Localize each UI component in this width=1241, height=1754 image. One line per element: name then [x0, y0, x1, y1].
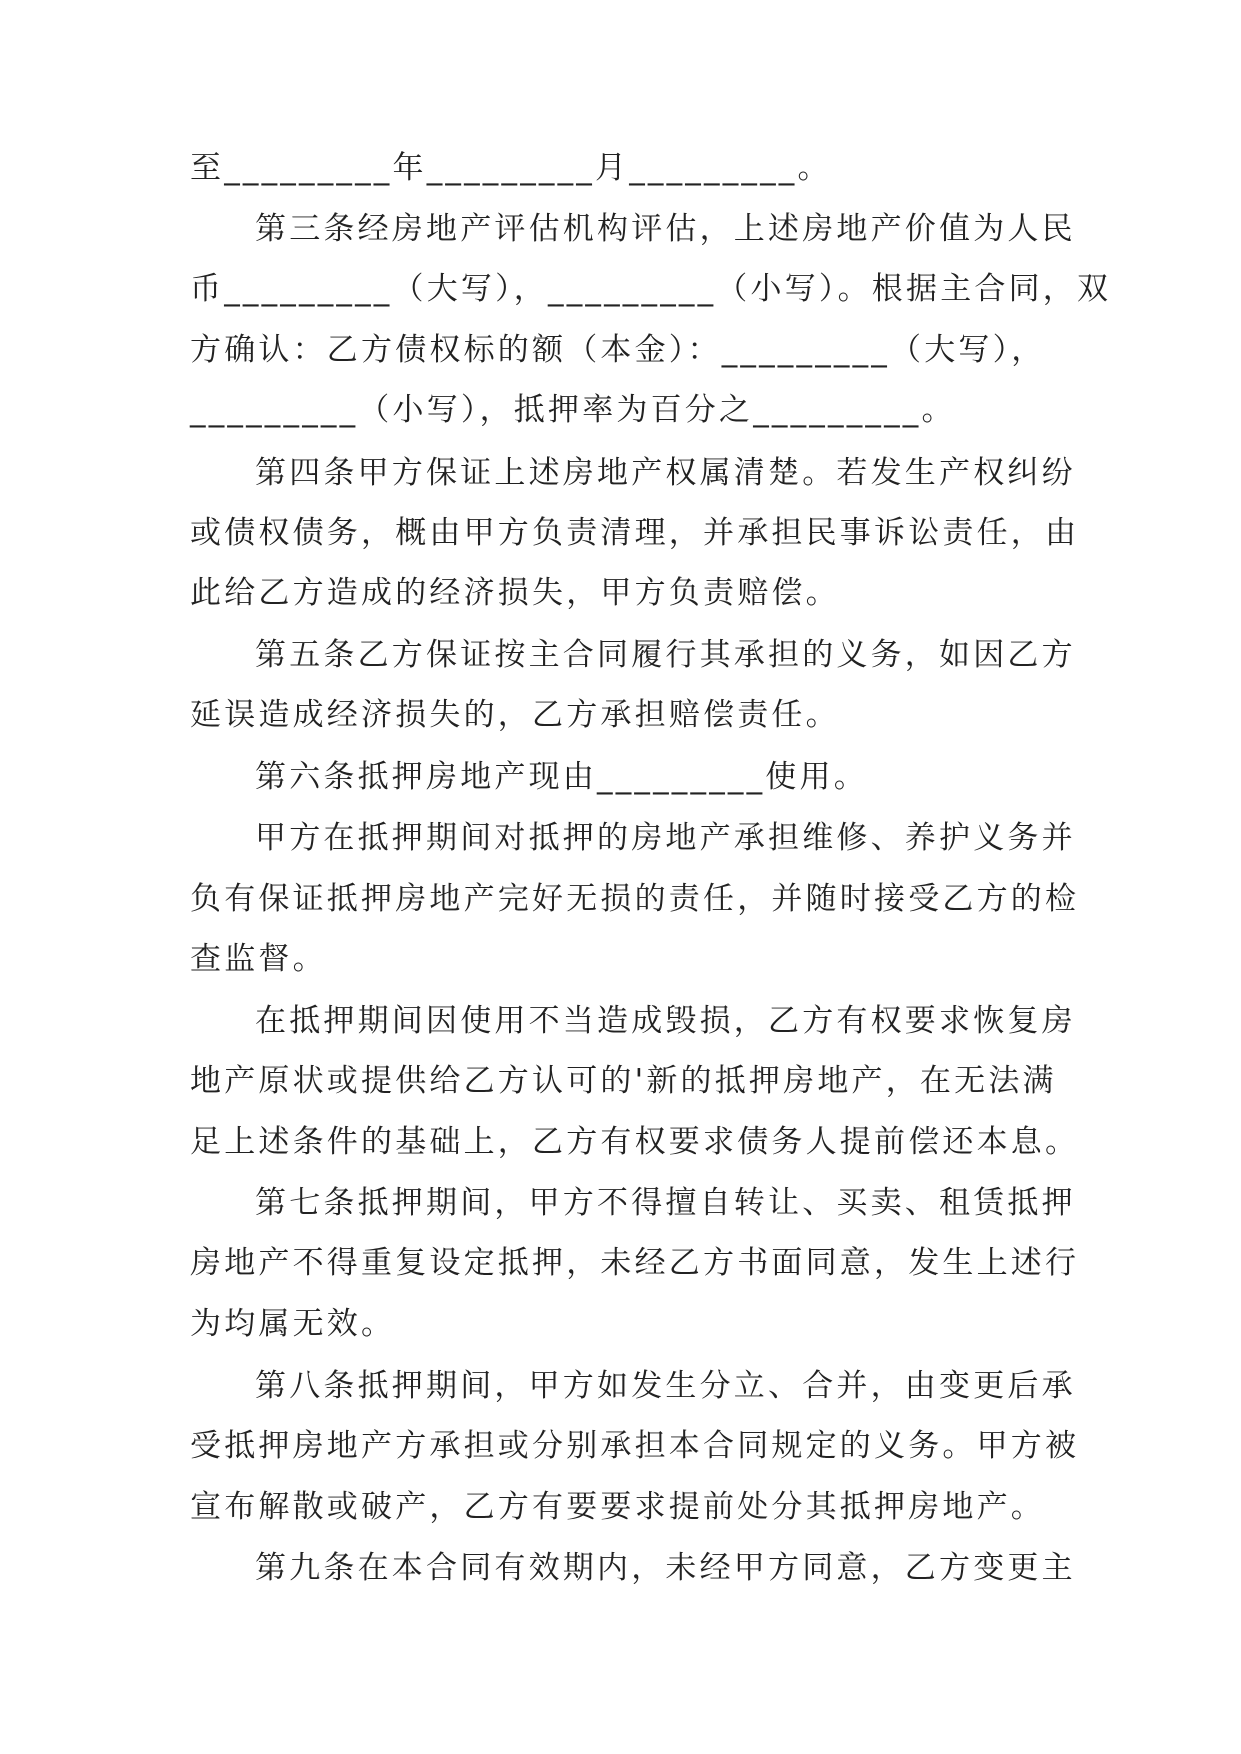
text-line: 为均属无效。 — [190, 1306, 396, 1342]
text-line: 宣布解散或破产，乙方有要要求提前处分其抵押房地产。 — [190, 1489, 1045, 1525]
text-line: 第八条抵押期间，甲方如发生分立、合并，由变更后承 — [255, 1368, 1076, 1404]
text-line: 第六条抵押房地产现由_________使用。 — [255, 759, 868, 795]
text-line: 方确认：乙方债权标的额（本金）：_________（大写）， — [190, 332, 1046, 368]
text-line: 币_________（大写），_________（小写）。根据主合同，双 — [190, 271, 1112, 307]
text-line: 足上述条件的基础上，乙方有权要求债务人提前偿还本息。 — [190, 1124, 1080, 1160]
text-line: 第五条乙方保证按主合同履行其承担的义务，如因乙方 — [255, 637, 1076, 673]
text-line: 甲方在抵押期间对抵押的房地产承担维修、养护义务并 — [255, 820, 1076, 856]
text-line: 地产原状或提供给乙方认可的'新的抵押房地产，在无法满 — [190, 1063, 1057, 1099]
text-line: 第七条抵押期间，甲方不得擅自转让、买卖、租赁抵押 — [255, 1185, 1076, 1221]
text-line: 第三条经房地产评估机构评估，上述房地产价值为人民 — [255, 211, 1076, 247]
text-line: 或债权债务，概由甲方负责清理，并承担民事诉讼责任，由 — [190, 515, 1080, 551]
text-line: 房地产不得重复设定抵押，未经乙方书面同意，发生上述行 — [190, 1245, 1080, 1281]
text-line: 此给乙方造成的经济损失，甲方负责赔偿。 — [190, 575, 840, 611]
text-line: 在抵押期间因使用不当造成毁损，乙方有权要求恢复房 — [255, 1003, 1076, 1039]
text-line: 至_________年_________月_________。 — [190, 150, 832, 186]
text-line: 第四条甲方保证上述房地产权属清楚。若发生产权纠纷 — [255, 455, 1076, 491]
text-line: 查监督。 — [190, 941, 327, 977]
text-line: 受抵押房地产方承担或分别承担本合同规定的义务。甲方被 — [190, 1428, 1080, 1464]
text-line: 负有保证抵押房地产完好无损的责任，并随时接受乙方的检 — [190, 881, 1080, 917]
text-line: 第九条在本合同有效期内，未经甲方同意，乙方变更主 — [255, 1550, 1076, 1586]
text-line: _________（小写），抵押率为百分之_________。 — [190, 392, 956, 428]
text-line: 延误造成经济损失的，乙方承担赔偿责任。 — [190, 697, 840, 733]
